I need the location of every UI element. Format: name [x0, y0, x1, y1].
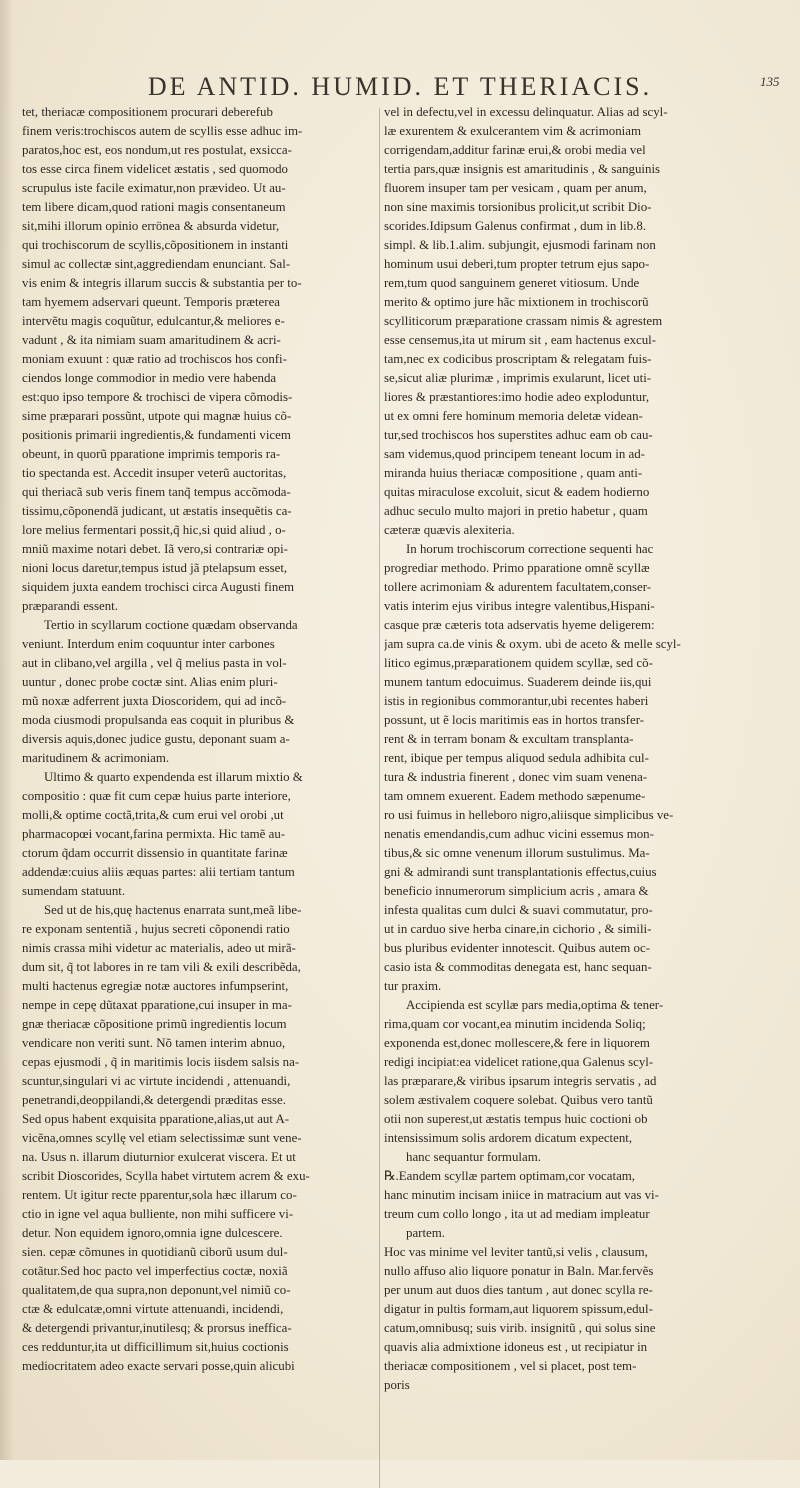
text-line: tissimu,cõponendã judicant, ut æstatis insequẽtis ca-	[22, 504, 292, 518]
text-line: mediocritatem adeo exacte servari posse,quin alicubi	[22, 1359, 295, 1373]
text-line: tibus,& sic omne venenum illorum sustulimus. Ma-	[384, 846, 650, 860]
text-line: exponenda est,donec mollescere,& fere in liquorem	[384, 1036, 650, 1050]
text-line: tam,nec ex codicibus proscriptam & relegatam fuis-	[384, 352, 652, 366]
text-line: tura & industria finerent , donec vim suam venena-	[384, 770, 648, 784]
text-line: beneficio innumerorum simplicium acris , amara &	[384, 884, 649, 898]
text-line: Sed ut de his,quę hactenus enarrata sunt,meã libe-	[44, 903, 302, 917]
text-line: vatis interim ejus viribus integre valentibus,Hispani-	[384, 599, 655, 613]
text-line: pharmacopœi vocant,farina permixta. Hic tamẽ au-	[22, 827, 286, 841]
text-line: intensissimum solis ardorem dicatum expectent,	[384, 1131, 633, 1145]
text-line: tur,sed trochiscos hos superstites adhuc eam ob cau-	[384, 428, 653, 442]
text-line: re exponam sententiã , hujus secreti cõponendi ratio	[22, 922, 290, 936]
text-line: aut in clibano,vel argilla , vel q̃ melius pasta in vol-	[22, 656, 287, 670]
text-line: hanc sequantur formulam.	[406, 1150, 541, 1164]
text-line: litico egimus,præparationem quidem scyllæ, sed cõ-	[384, 656, 653, 670]
text-line: finem veris:trochiscos autem de scyllis esse adhuc im-	[22, 124, 303, 138]
text-line: digatur in pultis formam,aut liquorem spissum,edul-	[384, 1302, 653, 1316]
text-line: possunt, ut ẽ locis maritimis eas in hortos transfer-	[384, 713, 645, 727]
text-line: diversis aquis,donec judice gustu, deponant suam a-	[22, 732, 290, 746]
text-line: ctorum q̃dam occurrit dissensio in quantitate farinæ	[22, 846, 288, 860]
text-line: multi hactenus egregiæ notæ auctores infumpserint,	[22, 979, 289, 993]
text-line: infesta qualitas cum dulci & suavi commutatur, pro-	[384, 903, 653, 917]
text-line: tio spectanda est. Accedit insuper veterũ auctoritas,	[22, 466, 287, 480]
text-line: sien. cepæ cõmunes in quotidianũ ciborũ usum dul-	[22, 1245, 288, 1259]
text-line: mũ noxæ adferrent juxta Dioscoridem, qui ad incõ-	[22, 694, 287, 708]
text-line: maritudinem & acrimoniam.	[22, 751, 170, 765]
text-line: nullo affuso alio liquore ponatur in Baln. Mar.fervẽs	[384, 1264, 654, 1278]
text-line: gni & admirandi sunt transplantationis effectus,cuius	[384, 865, 657, 879]
text-line: intervẽtu magis coquũtur, edulcantur,& meliores e-	[22, 314, 285, 328]
text-line: mniũ maxime notari debet. Iã vero,si contrariæ opi-	[22, 542, 288, 556]
text-line: Ultimo & quarto expendenda est illarum mixtio &	[44, 770, 303, 784]
text-line: simpl. & lib.1.alim. subjungit, ejusmodi farinam non	[384, 238, 656, 252]
text-line: est:quo ipso tempore & trochisci de vipera cõmodis-	[22, 390, 293, 404]
text-line: moniam exuunt : quæ ratio ad trochiscos hos confi-	[22, 352, 287, 366]
text-line: molli,& optime coctã,trita,& cum erui vel orobi ,ut	[22, 808, 284, 822]
text-line: casque præ cæteris tota adservatis hyeme deligerem:	[384, 618, 655, 632]
text-line: redigi incipiat:ea videlicet ratione,qua Galenus scyl-	[384, 1055, 654, 1069]
text-line: sit,mihi illorum opinio errönea & absurda videtur,	[22, 219, 280, 233]
text-line: scribit Dioscorides, Scylla habet virtutem acrem & exu-	[22, 1169, 310, 1183]
text-line: siquidem juxta eandem trochisci circa Augusti finem	[22, 580, 295, 594]
text-line: moda ciusmodi propulsanda eas coquit in pluribus &	[22, 713, 295, 727]
text-line: Hoc vas minime vel leviter tantũ,si velis , clausum,	[384, 1245, 648, 1259]
text-line: partem.	[406, 1226, 446, 1240]
text-line: ctio in igne vel aqua bulliente, non mihi sufficere vi-	[22, 1207, 294, 1221]
text-line: poris	[384, 1378, 410, 1392]
text-line: Accipienda est scyllæ pars media,optima & tener-	[406, 998, 664, 1012]
text-line: rem,tum quod sanguinem generet vitiosum. Unde	[384, 276, 640, 290]
text-line: sime præparari possũnt, utpote qui magnæ huius cõ-	[22, 409, 292, 423]
text-line: treum cum collo longo , ita ut ad mediam impleatur	[384, 1207, 650, 1221]
text-line: veniunt. Interdum enim coquuntur inter carbones	[22, 637, 275, 651]
text-line: nempe in cepę dũtaxat pparatione,cui insuper in ma-	[22, 998, 292, 1012]
text-line: præparandi essent.	[22, 599, 118, 613]
text-line: qui theriacã sub veris finem tanq̃ tempus accõmoda-	[22, 485, 291, 499]
text-line: vel in defectu,vel in excessu delinquatur. Alias ad scyl-	[384, 105, 668, 119]
text-line: vicẽna,omnes scyllę vel etiam selectissimæ sunt vene-	[22, 1131, 302, 1145]
text-line: quavis alia admixtione idoneus est , ut recipiatur in	[384, 1340, 648, 1354]
left-text-column	[22, 103, 378, 1376]
text-line: gnæ theriacæ cõpositione primũ ingredientis locum	[22, 1017, 287, 1031]
text-line: qui trochiscorum de scyllis,cõpositionem in instanti	[22, 238, 289, 252]
text-line: scuntur,singulari vi ac virtute incidendi , attenuandi,	[22, 1074, 291, 1088]
page-number: 135	[760, 74, 780, 89]
text-line: sam videmus,quod principem teneant locum in ad-	[384, 447, 645, 461]
text-line: na. Usus n. illarum diuturnior exulcerat viscera. Et ut	[22, 1150, 296, 1164]
text-line: tertia pars,quæ insignis est amaritudinis , & sanguinis	[384, 162, 661, 176]
text-line: rentem. Ut igitur recte pparentur,sola hæc illarum co-	[22, 1188, 297, 1202]
column-divider	[379, 108, 380, 1488]
text-line: obeunt, in quorũ pparatione imprimis temporis ra-	[22, 447, 281, 461]
text-line: las præparare,& viribus ipsarum integris servatis , ad	[384, 1074, 657, 1088]
text-line: bus pluribus evidenter innotescit. Quibus autem oc-	[384, 941, 650, 955]
text-line: cepas ejusmodi , q̃ in maritimis locis iisdem salsis na-	[22, 1055, 300, 1069]
text-line: In horum trochiscorum correctione sequenti hac	[406, 542, 654, 556]
text-line: dum sit, q̃ tot labores in re tam vili & exili describẽda,	[22, 960, 301, 974]
text-line: tem libere dicam,quod rationi magis consentaneum	[22, 200, 286, 214]
page-gutter-shadow	[0, 0, 14, 1460]
text-line: rima,quam cor vocant,ea minutim incidenda Soliq;	[384, 1017, 646, 1031]
text-line: miranda huius theriacæ compositione , quam anti-	[384, 466, 643, 480]
text-line: non sine maximis torsionibus prolicit,ut scribit Dio-	[384, 200, 652, 214]
text-line: hominum usui deberi,tum propter tetrum ejus sapo-	[384, 257, 650, 271]
text-line: Sed opus habent exquisita pparatione,alias,ut aut A-	[22, 1112, 290, 1126]
text-line: tos esse circa finem videlicet æstatis , sed quomodo	[22, 162, 288, 176]
text-line: scrupulus iste facile eximatur,non prævideo. Ut au-	[22, 181, 286, 195]
text-line: quitas miraculose excoluit, sicut & eadem hodierno	[384, 485, 650, 499]
text-line: ciendos longe commodior in medio vere habenda	[22, 371, 277, 385]
text-line: fluorem insuper tam per vesicam , quam per anum,	[384, 181, 647, 195]
text-line: jam supra ca.de vinis & oxym. ubi de aceto & melle scyl-	[384, 637, 681, 651]
text-line: tur praxim.	[384, 979, 442, 993]
text-line: vis enim & integris illarum succis & substantia per to-	[22, 276, 302, 290]
text-line: simul ac collectæ sint,aggrediendam enunciant. Sal-	[22, 257, 291, 271]
text-line: uuntur , donec probe coctæ sint. Alias enim pluri-	[22, 675, 278, 689]
text-line: qualitatem,de qua supra,non deponunt,vel nimiũ co-	[22, 1283, 291, 1297]
text-line: ℞.Eandem scyllæ partem optimam,cor vocatam,	[384, 1169, 636, 1183]
text-line: Tertio in scyllarum coctione quædam observanda	[44, 618, 298, 632]
text-line: se,sicut aliæ plurimæ , imprimis exularunt, licet uti-	[384, 371, 652, 385]
text-line: positionis primarii ingredientis,& fundamenti vicem	[22, 428, 291, 442]
text-line: lore melius fermentari possit,q̃ hic,si quid aliud , o-	[22, 523, 286, 537]
text-line: nioni locus daretur,tempus istud jã ptelapsum esset,	[22, 561, 288, 575]
text-line: sumendam statuunt.	[22, 884, 126, 898]
text-line: tam hyemem adservari queunt. Temporis præterea	[22, 295, 281, 309]
text-line: nenatis emendandis,cum adhuc vicini essemus mon-	[384, 827, 654, 841]
text-line: ut in carduo sive herba cinare,in cichorio , & simili-	[384, 922, 652, 936]
text-line: tet, theriacæ compositionem procurari deberefub	[22, 105, 273, 119]
text-line: tollere acrimoniam & adurentem facultatem,conser-	[384, 580, 652, 594]
text-line: esse censemus,ita ut mirum sit , eam hactenus excul-	[384, 333, 657, 347]
text-line: per unum aut duos dies tantum , aut donec scylla re-	[384, 1283, 653, 1297]
text-line: ces redduntur,ita ut difficillimum sit,huius coctionis	[22, 1340, 289, 1354]
text-line: rent & in terram bonam & excultam transplanta-	[384, 732, 634, 746]
text-line: corrigendam,additur farinæ erui,& orobi media vel	[384, 143, 646, 157]
text-line: læ exurentem & exulcerantem vim & acrimoniam	[384, 124, 642, 138]
text-line: penetrandi,deoppilandi,& detergendi præditas esse.	[22, 1093, 286, 1107]
text-line: cotãtur.Sed hoc pacto vel imperfectius coctæ, noxiã	[22, 1264, 288, 1278]
text-line: solem æstivalem coquere solebat. Quibus vero tantũ	[384, 1093, 653, 1107]
text-line: adhuc seculo multo majori in pretio habetur , quam	[384, 504, 648, 518]
text-line: ro usi fuimus in helleboro nigro,aliisque simplicibus ve-	[384, 808, 674, 822]
text-line: catum,omnibusq; suis virib. insignitũ , qui solus sine	[384, 1321, 656, 1335]
running-head: DE ANTID. HUMID. ET THERIACIS.	[147, 72, 653, 101]
text-line: tam omnem exuerent. Eadem methodo sæpenume-	[384, 789, 646, 803]
text-line: istis in regionibus commorantur,ubi recentes haberi	[384, 694, 649, 708]
right-text-column	[384, 103, 768, 1395]
text-line: ctæ & edulcatæ,omni virtute attenuandi, incidendi,	[22, 1302, 284, 1316]
text-line: ut ex omni fere hominum memoria deletæ videan-	[384, 409, 643, 423]
text-line: merito & optimo jure hãc mixtionem in trochiscorũ	[384, 295, 649, 309]
text-line: cæteræ quævis alexiteria.	[384, 523, 515, 537]
text-line: casio ista & commoditas denegata est, hanc sequan-	[384, 960, 652, 974]
text-line: scorides.Idipsum Galenus confirmat , dum in lib.8.	[384, 219, 647, 233]
text-line: progrediar methodo. Primo pparatione omnẽ scyllæ	[384, 561, 650, 575]
text-line: otii non superest,ut æstatis tempus huic coctioni ob	[384, 1112, 648, 1126]
text-line: theriacæ compositionem , vel si placet, post tem-	[384, 1359, 637, 1373]
text-line: scylliticorum præparatione crassam nimis & agrestem	[384, 314, 663, 328]
text-line: liores & præstantiores:imo hodie adeo exploduntur,	[384, 390, 650, 404]
text-line: munem tantum edocuimus. Suaderem deinde iis,qui	[384, 675, 652, 689]
text-line: rent, ibique per tempus aliquod sedula adhibita cul-	[384, 751, 649, 765]
text-line: compositio : quæ fit cum cepæ huius parte interiore,	[22, 789, 291, 803]
text-line: vendicare non veriti sunt. Nõ tamen interim abnuo,	[22, 1036, 286, 1050]
text-line: & detergendi privantur,inutilesq; & prorsus inefficа-	[22, 1321, 292, 1335]
text-line: hanc minutim incisam iniice in matracium aut vas vi-	[384, 1188, 659, 1202]
text-line: nimis crassa mihi videtur ac materialis, adeo ut mirã-	[22, 941, 296, 955]
text-line: paratos,hoc est, eos nondum,ut res postulat, exsicca-	[22, 143, 292, 157]
text-line: addendæ:cuius aliis æquas partes: alii tertiam tantum	[22, 865, 295, 879]
text-line: vadunt , & ita nimiam suam amaritudinem & acri-	[22, 333, 281, 347]
text-line: detur. Non equidem ignoro,omnia igne dulcescere.	[22, 1226, 283, 1240]
